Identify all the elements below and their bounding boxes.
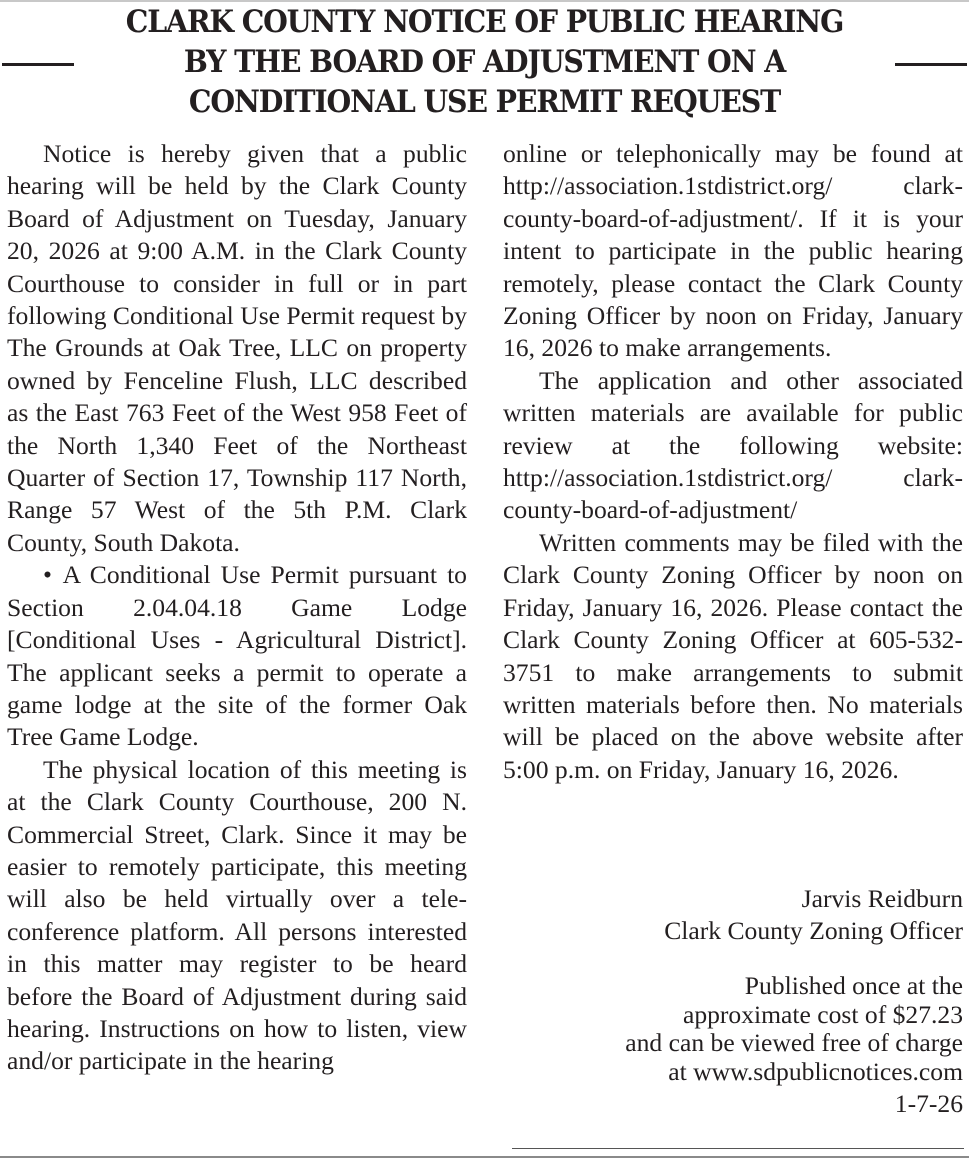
right-column [503, 138, 963, 786]
publication-line-2: approximate cost of $27.23 [682, 999, 963, 1029]
publication-date: 1-7-26 [894, 1089, 963, 1118]
headline-line-2: BY THE BOARD OF ADJUSTMENT ON A [183, 44, 786, 80]
application-paragraph: The application and other associated written materials are available for public review at the following website: http://association.1stdistrict.org/ clark-county-board-of-adjustment/ [503, 365, 963, 525]
publication-line-4: at www.sdpublicnotices.com [668, 1056, 963, 1086]
headline-line-1: CLARK COUNTY NOTICE OF PUBLIC HEARING [125, 4, 844, 40]
left-column [7, 138, 467, 1078]
signer-name: Jarvis Reidburn [801, 884, 963, 913]
location-continued-rest: at http://association.1stdistrict.org/ clark-county-board-of-adjustment/. If it is your intent to participate in the public hearing remotely, please contact the Clark County Zoning Officer by noon on Friday, January 16, 2026 to make arrangements. [503, 139, 963, 363]
signer-title: Clark County Zoning Officer [664, 916, 963, 946]
permit-bullet-text: A Conditional Use Permit pursuant to Section 2.04.04.18 Game Lodge [Conditional Uses - Agricultural District]. The applicant seeks a permit to operate a game lodge at the site of the former Oak Tree Game Lodge. [7, 560, 467, 752]
notice-end-rule [512, 1148, 964, 1149]
notice-headline [34, 2, 935, 122]
bottom-border-rule [0, 1156, 969, 1158]
signature-block [503, 883, 963, 948]
location-paragraph-continued [503, 138, 963, 365]
comments-paragraph: Written comments may be filed with the Clark County Zoning Officer by noon on Friday, January 16, 2026. Please contact the Clark County Zoning Officer at 605-532-3751 to make arrangements to submit written materials before then. No materials will be placed on the above website after 5:00 p.m. on Friday, January 16, 2026. [503, 527, 963, 784]
publication-info [503, 972, 963, 1119]
location-paragraph-part1: The physical location of this meeting is at the Clark County Courthouse, 200 N. Commercial Street, Clark. Since it may be easier to remotely participate, this meeting will also be held virtually over a tele-conference platform. All persons interested in this matter may register to be heard before the Board of Adjustment during said hearing. Instructions on how to listen, view and/or participate in the hearing [7, 754, 467, 1076]
location-continued-line1: online or telephonically may be found [503, 139, 931, 168]
publication-line-3: and can be viewed free of charge [625, 1028, 963, 1057]
bullet-icon: • [43, 560, 52, 590]
publication-line-1: Published once at the [744, 971, 963, 1000]
headline-line-3: CONDITIONAL USE PERMIT REQUEST [188, 84, 781, 120]
permit-bullet-paragraph [7, 559, 467, 753]
notice-header [0, 2, 969, 126]
intro-paragraph: Notice is hereby given that a public hearing will be held by the Clark County Board of Adjustment on Tuesday, January 20, 2026 at 9:00 A.M. in the Clark County Courthouse to consider in full or in part following Conditional Use Permit request by The Grounds at Oak Tree, LLC on property owned by Fenceline Flush, LLC described as the East 763 Feet of the West 958 Feet of the North 1,340 Feet of the Northeast Quarter of Section 17, Township 117 North, Range 57 West of the 5th P.M. Clark County, South Dakota. [7, 139, 467, 557]
